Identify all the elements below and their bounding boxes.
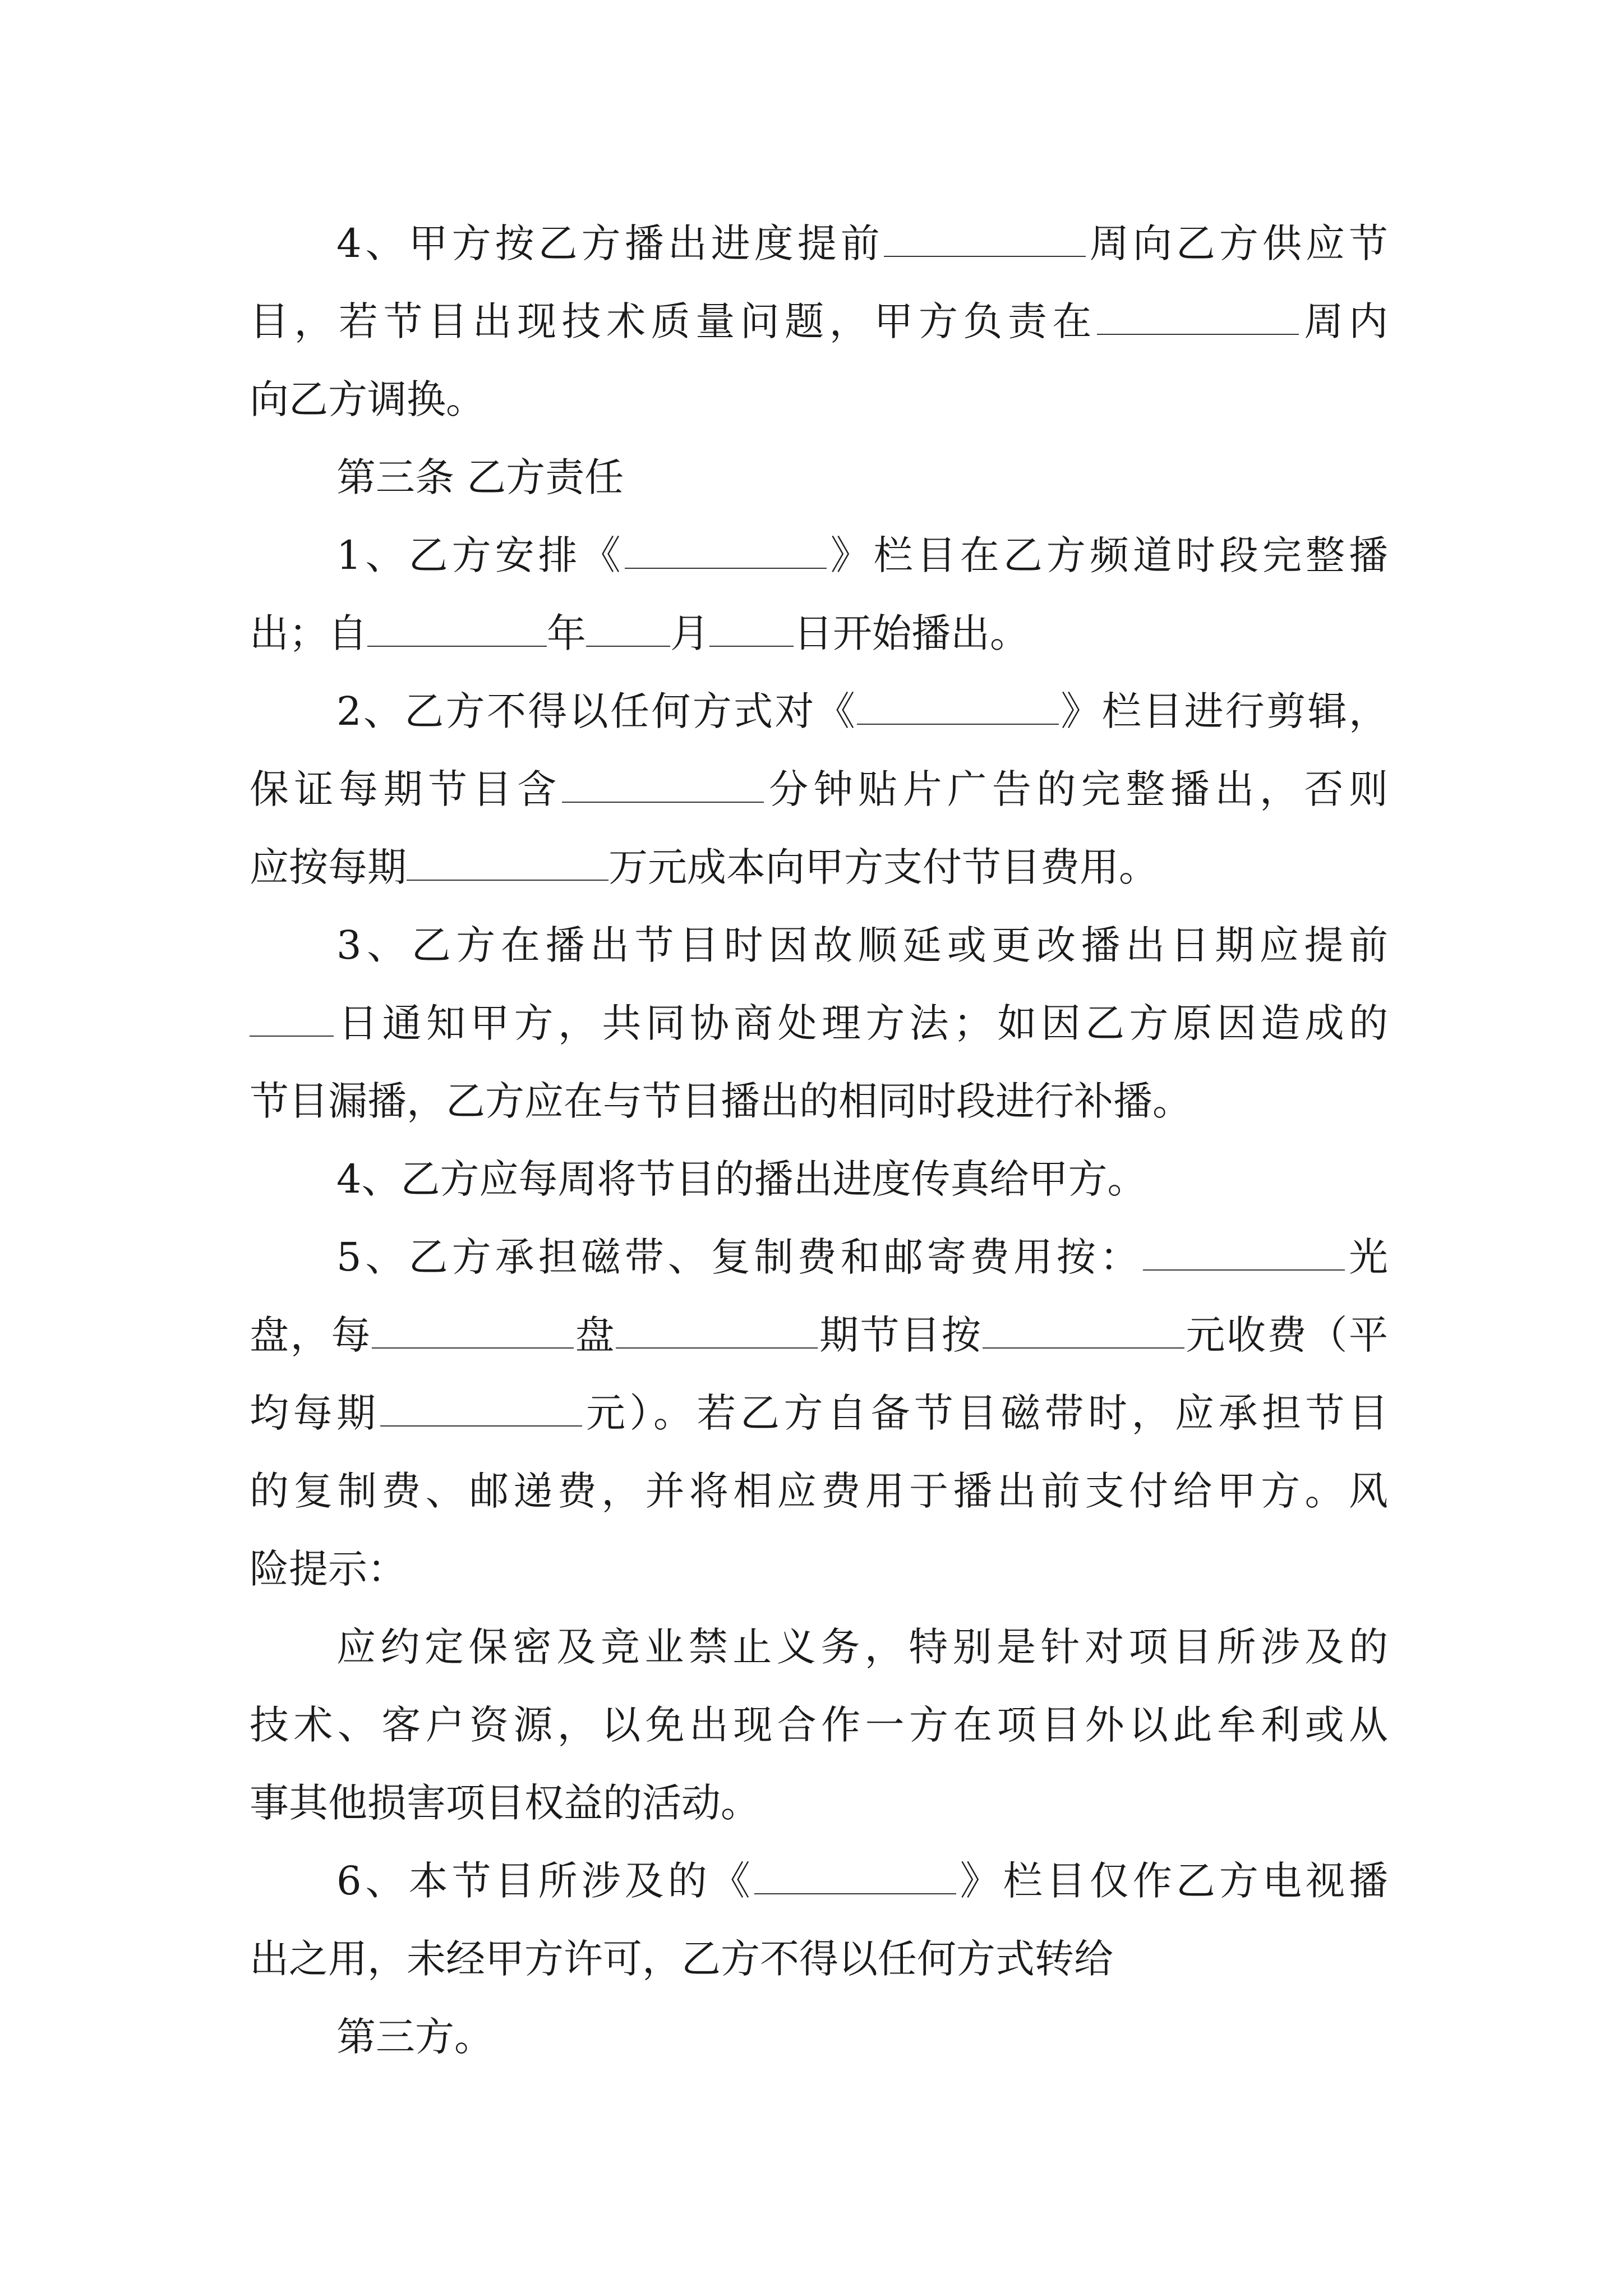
text-segment: 盘，每: [250, 1312, 372, 1358]
text-segment: 第三条 乙方责任: [336, 454, 624, 500]
text-segment: 期节目按: [818, 1312, 983, 1358]
fill-in-blank: [1097, 302, 1299, 335]
text-segment: 第三方。: [336, 2014, 494, 2060]
text-segment: 出；自: [250, 610, 367, 656]
text-segment: 5、乙方承担磁带、复制费和邮寄费用按：: [336, 1234, 1143, 1280]
text-segment: 均每期: [250, 1390, 380, 1436]
text-segment: 2、乙方不得以任何方式对《: [336, 688, 857, 734]
text-segment: 周向乙方供应节: [1085, 220, 1388, 266]
text-line: [250, 907, 1388, 984]
text-line: [250, 984, 1388, 1062]
text-line: [250, 1842, 1388, 1920]
text-line: [250, 829, 1388, 907]
fill-in-blank: [380, 1394, 582, 1427]
fill-in-blank: [367, 614, 547, 647]
fill-in-blank: [754, 1862, 956, 1894]
text-line: [250, 1608, 1388, 1686]
text-line: [250, 673, 1388, 751]
text-line: [250, 751, 1388, 829]
text-segment: 应约定保密及竞业禁止义务，特别是针对项目所涉及的: [336, 1624, 1388, 1670]
text-segment: 》栏目仅作乙方电视播: [956, 1858, 1388, 1904]
fill-in-blank: [625, 536, 827, 569]
text-segment: 保证每期节目含: [250, 766, 562, 812]
text-line: [250, 517, 1388, 595]
text-segment: 6、本节目所涉及的《: [336, 1858, 754, 1904]
fill-in-blank: [983, 1316, 1184, 1349]
text-line: [250, 1062, 1388, 1140]
fill-in-blank: [586, 614, 670, 647]
text-line: [250, 1998, 1388, 2076]
text-segment: 向乙方调换。: [250, 376, 485, 422]
text-segment: 应按每期: [250, 844, 407, 890]
text-line: [250, 1452, 1388, 1530]
text-segment: 周内: [1298, 298, 1388, 344]
text-line: [250, 1530, 1388, 1608]
fill-in-blank: [884, 224, 1086, 257]
text-segment: 的复制费、邮递费，并将相应费用于播出前支付给甲方。风: [250, 1468, 1388, 1514]
text-line: [250, 1764, 1388, 1842]
text-line: [250, 1296, 1388, 1374]
text-segment: 光: [1344, 1234, 1388, 1280]
fill-in-blank: [857, 692, 1059, 725]
text-segment: 分钟贴片广告的完整播出，否则: [763, 766, 1388, 812]
text-line: [250, 1140, 1388, 1218]
text-segment: 》栏目在乙方频道时段完整播: [826, 532, 1388, 578]
text-segment: 1、乙方安排《: [336, 532, 625, 578]
fill-in-blank: [250, 1004, 334, 1037]
fill-in-blank: [407, 848, 608, 881]
text-segment: 4、乙方应每周将节目的播出进度传真给甲方。: [336, 1156, 1147, 1202]
text-segment: 日通知甲方，共同协商处理方法；如因乙方原因造成的: [334, 1000, 1388, 1046]
text-segment: 险提示：: [250, 1546, 407, 1592]
text-line: [250, 1686, 1388, 1764]
text-segment: 日开始播出。: [794, 610, 1029, 656]
text-line: [250, 1920, 1388, 1998]
fill-in-blank: [616, 1316, 818, 1349]
text-segment: 年: [547, 610, 586, 656]
fill-in-blank: [1143, 1238, 1345, 1271]
text-segment: 技术、客户资源，以免出现合作一方在项目外以此牟利或从: [250, 1702, 1388, 1748]
text-segment: 元收费（平: [1184, 1312, 1388, 1358]
text-segment: 出之用，未经甲方许可，乙方不得以任何方式转给: [250, 1936, 1113, 1982]
text-segment: 目，若节目出现技术质量问题，甲方负责在: [250, 298, 1097, 344]
fill-in-blank: [709, 614, 794, 647]
text-line: [250, 361, 1388, 439]
fill-in-blank: [562, 770, 764, 803]
text-segment: 万元成本向甲方支付节目费用。: [608, 844, 1158, 890]
text-segment: 4、甲方按乙方播出进度提前: [336, 220, 884, 266]
text-line: [250, 1218, 1388, 1296]
text-segment: 3、乙方在播出节目时因故顺延或更改播出日期应提前: [336, 922, 1388, 968]
text-line: [250, 439, 1388, 517]
text-segment: 元）。若乙方自备节目磁带时，应承担节目: [582, 1390, 1388, 1436]
text-segment: 盘: [574, 1312, 616, 1358]
text-line: [250, 205, 1388, 283]
text-line: [250, 595, 1388, 673]
text-line: [250, 1374, 1388, 1452]
text-segment: 节目漏播，乙方应在与节目播出的相同时段进行补播。: [250, 1078, 1192, 1124]
text-segment: 》栏目进行剪辑，: [1059, 688, 1388, 734]
text-segment: 事其他损害项目权益的活动。: [250, 1780, 760, 1826]
text-segment: 月: [670, 610, 709, 656]
text-line: [250, 283, 1388, 361]
fill-in-blank: [372, 1316, 574, 1349]
document-body: [250, 205, 1388, 2076]
